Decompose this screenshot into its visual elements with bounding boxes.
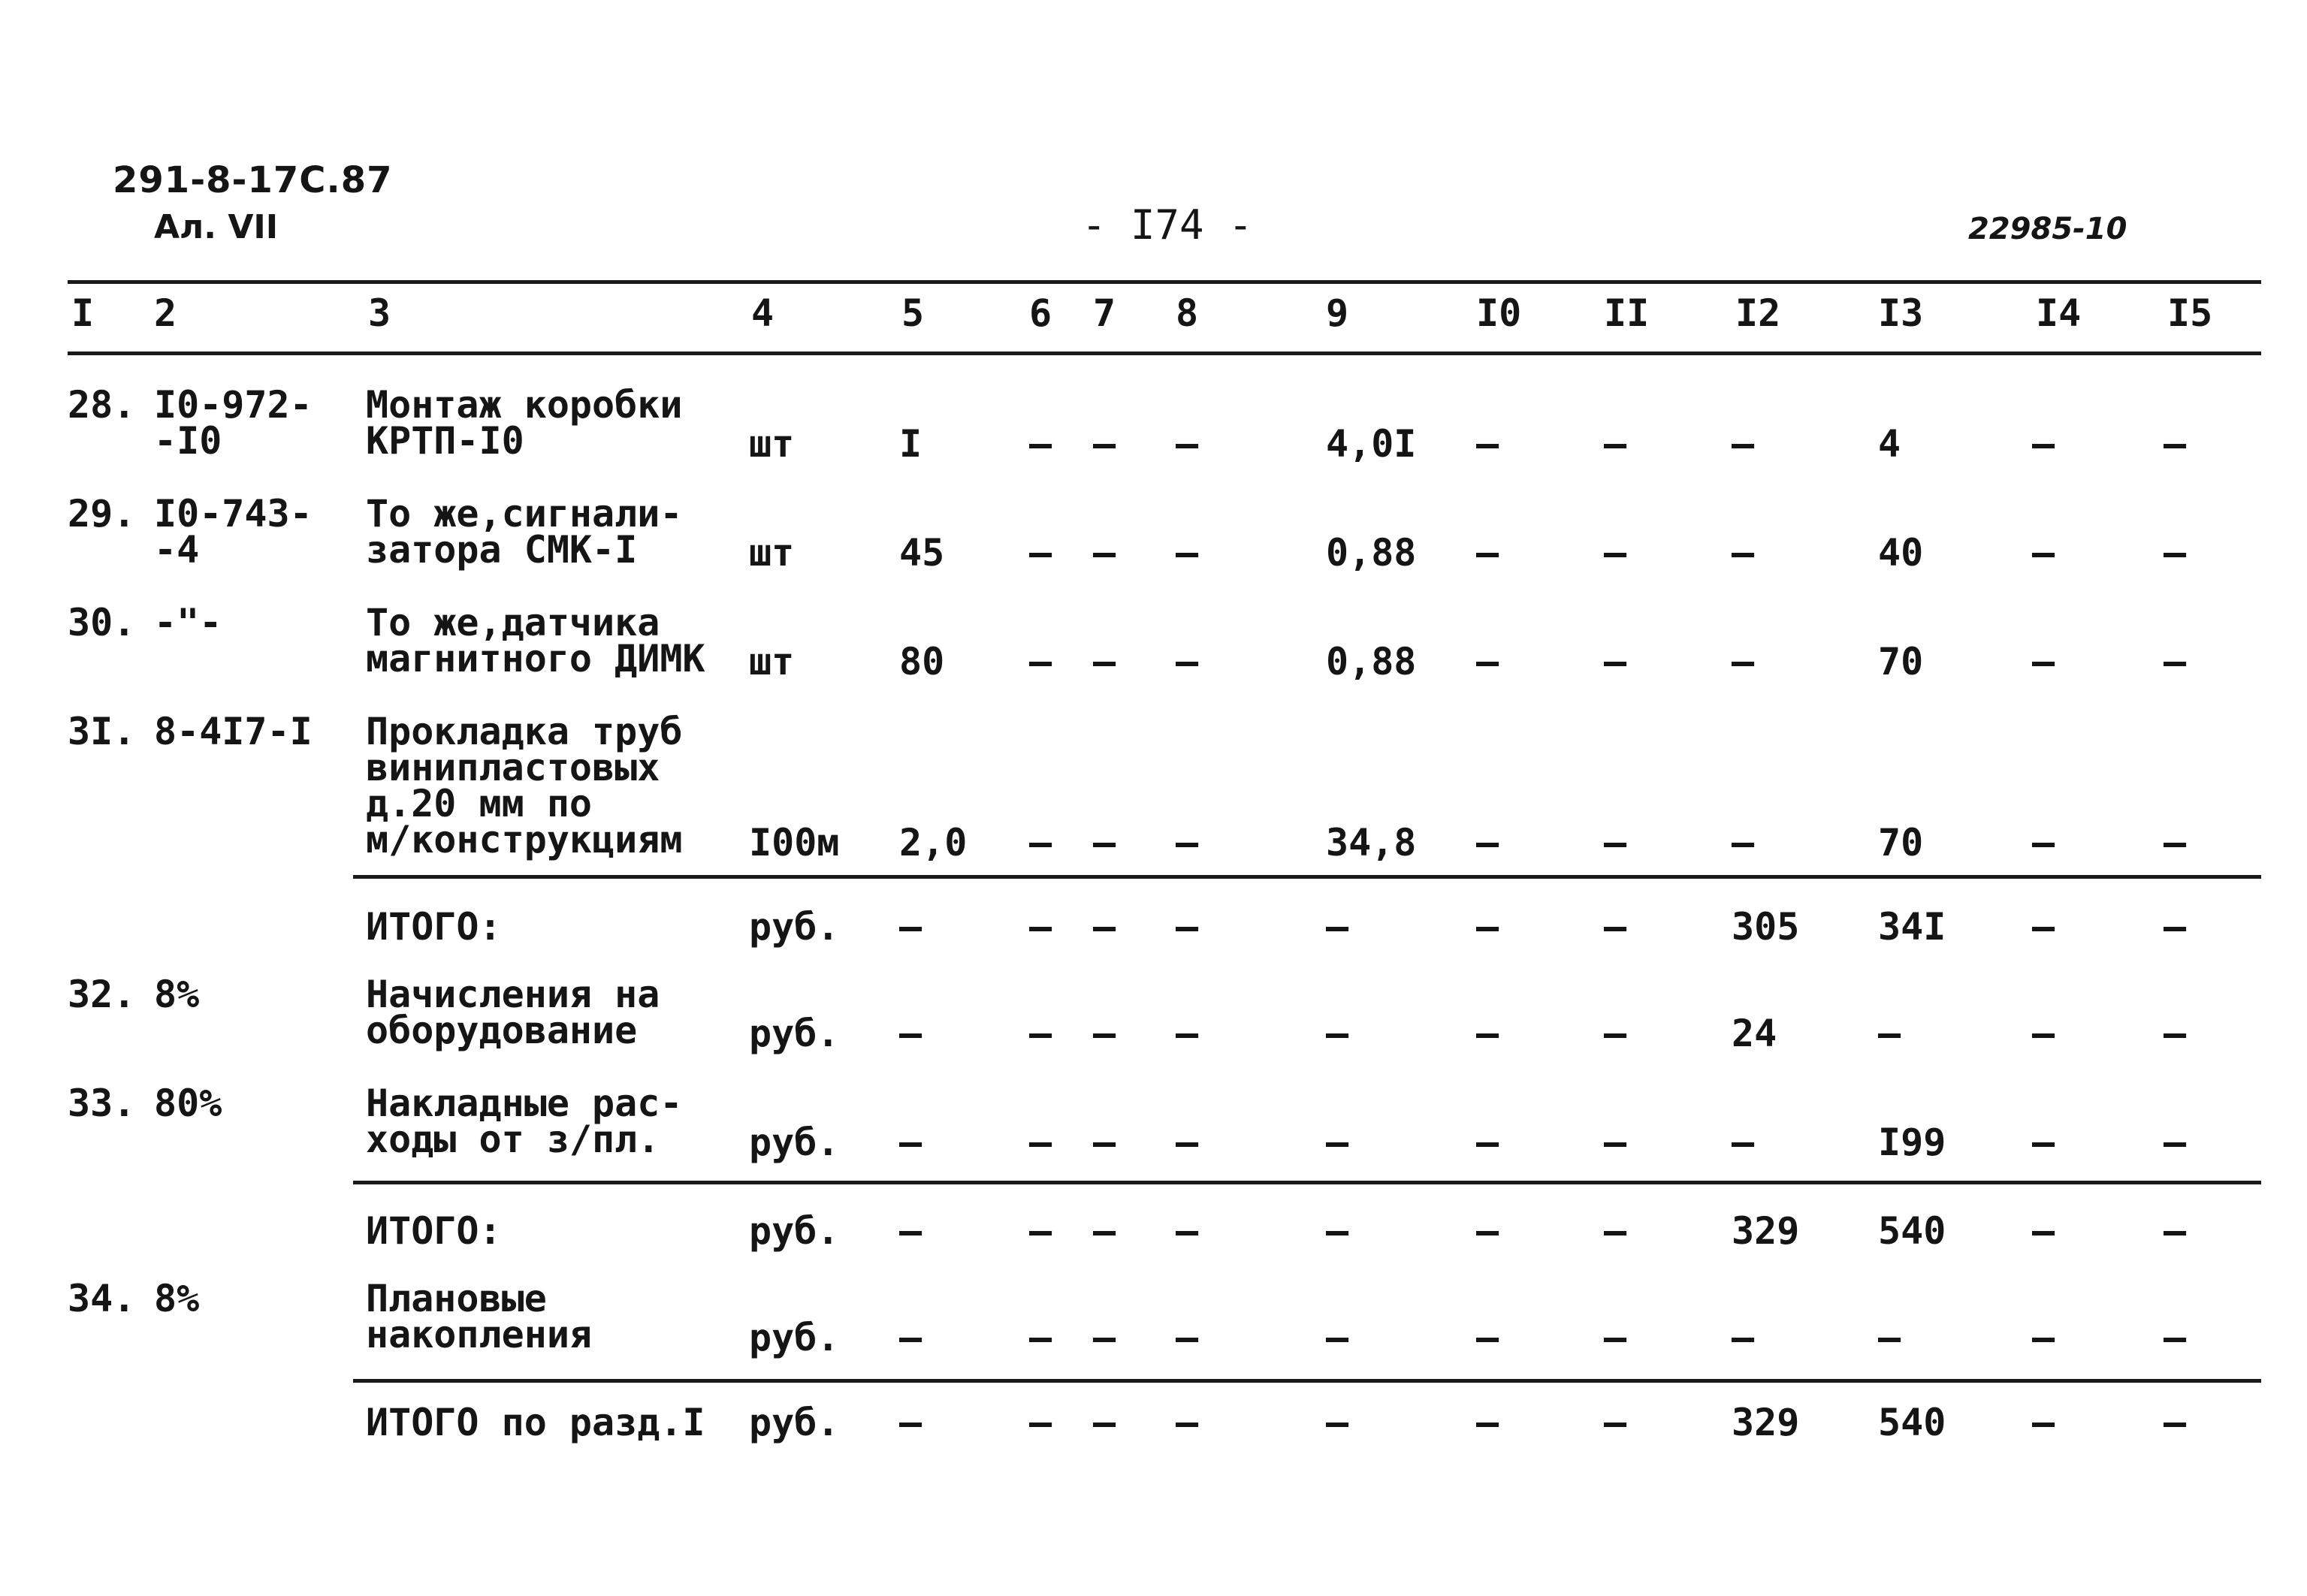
work-description: То же,датчика: [366, 601, 660, 644]
rate-code: I0-972-: [154, 383, 313, 427]
value-cell-c15: –: [2164, 531, 2187, 575]
value-cell-c14: –: [2032, 821, 2055, 864]
value-cell-c15: –: [2164, 905, 2187, 949]
work-description: накопления: [366, 1313, 593, 1356]
table-top-rule: [68, 280, 2261, 284]
value-cell-c10: –: [1476, 422, 1499, 466]
value-cell-c13: –: [1878, 1316, 1901, 1359]
value-cell-c10: –: [1476, 905, 1499, 949]
value-cell-c13: I99: [1878, 1121, 1946, 1164]
work-description: магнитного ДИМК: [366, 637, 705, 680]
work-description: Прокладка труб: [366, 710, 683, 753]
column-number: I4: [2036, 291, 2082, 335]
value-cell-c15: –: [2164, 1012, 2187, 1055]
value-cell-c15: –: [2164, 1401, 2187, 1444]
subtotal-rule-2: [353, 1181, 2261, 1184]
value-cell-c14: –: [2032, 640, 2055, 683]
value-cell-c10: –: [1476, 1401, 1499, 1444]
work-description: м/конструкциям: [366, 818, 683, 861]
unit-cell: руб.: [749, 1316, 840, 1359]
column-number: I0: [1476, 291, 1522, 335]
value-cell-c10: –: [1476, 1121, 1499, 1164]
value-cell-c14: –: [2032, 422, 2055, 466]
value-cell-c14: –: [2032, 1209, 2055, 1253]
unit-cell: шт: [749, 640, 795, 683]
value-cell-c9: –: [1326, 1401, 1349, 1444]
value-cell-c11: –: [1604, 531, 1627, 575]
value-cell-c8: –: [1176, 531, 1199, 575]
value-cell-c15: –: [2164, 1316, 2187, 1359]
value-cell-c14: –: [2032, 1121, 2055, 1164]
value-cell-c15: –: [2164, 1209, 2187, 1253]
row-number: 28.: [68, 383, 136, 427]
sheet-label: Ал. VII: [154, 208, 279, 246]
value-cell-c7: –: [1093, 422, 1116, 466]
column-number-header: [0, 291, 2307, 339]
value-cell-c10: –: [1476, 1012, 1499, 1055]
value-cell-c8: –: [1176, 1401, 1199, 1444]
value-cell-c13: 540: [1878, 1209, 1946, 1253]
value-cell-c14: –: [2032, 531, 2055, 575]
rate-code: -4: [154, 528, 200, 572]
work-description: ходы от з/пл.: [366, 1118, 660, 1161]
value-cell-c14: –: [2032, 905, 2055, 949]
value-cell-c6: –: [1029, 422, 1052, 466]
rate-code: -I0: [154, 419, 222, 463]
inventory-stamp: 22985-10: [1968, 212, 2127, 246]
value-cell-c14: –: [2032, 1012, 2055, 1055]
value-cell-c12: 24: [1732, 1012, 1777, 1055]
value-cell-c11: –: [1604, 640, 1627, 683]
unit-cell: руб.: [749, 1401, 840, 1444]
rate-code: 8%: [154, 973, 200, 1016]
value-cell-c9: 0,88: [1326, 531, 1417, 575]
unit-cell: руб.: [749, 1012, 840, 1055]
value-cell-c14: –: [2032, 1401, 2055, 1444]
row-number: 34.: [68, 1277, 136, 1320]
value-cell-c5: –: [899, 1401, 922, 1444]
value-cell-c11: –: [1604, 905, 1627, 949]
value-cell-c11: –: [1604, 422, 1627, 466]
value-cell-c12: 329: [1732, 1209, 1800, 1253]
work-description: Начисления на: [366, 973, 660, 1016]
value-cell-c6: –: [1029, 1209, 1052, 1253]
column-number: I3: [1878, 291, 1924, 335]
value-cell-c11: –: [1604, 821, 1627, 864]
column-number: 9: [1326, 291, 1349, 335]
column-number: I: [71, 291, 95, 335]
value-cell-c6: –: [1029, 640, 1052, 683]
value-cell-c6: –: [1029, 531, 1052, 575]
value-cell-c7: –: [1093, 1121, 1116, 1164]
work-description: Накладные рас-: [366, 1082, 683, 1125]
value-cell-c8: –: [1176, 640, 1199, 683]
column-number: 2: [154, 291, 177, 335]
value-cell-c6: –: [1029, 905, 1052, 949]
value-cell-c7: –: [1093, 531, 1116, 575]
value-cell-c9: 0,88: [1326, 640, 1417, 683]
value-cell-c9: –: [1326, 1316, 1349, 1359]
value-cell-c12: –: [1732, 422, 1755, 466]
column-number: II: [1604, 291, 1650, 335]
row-number: 3I.: [68, 710, 136, 753]
unit-cell: руб.: [749, 905, 840, 949]
value-cell-c8: –: [1176, 1121, 1199, 1164]
value-cell-c5: –: [899, 1209, 922, 1253]
value-cell-c10: –: [1476, 1209, 1499, 1253]
work-description: ИТОГО по разд.I: [366, 1401, 705, 1444]
value-cell-c5: –: [899, 905, 922, 949]
value-cell-c5: –: [899, 1316, 922, 1359]
work-description: Монтаж коробки: [366, 383, 683, 427]
unit-cell: шт: [749, 422, 795, 466]
value-cell-c7: –: [1093, 1316, 1116, 1359]
value-cell-c9: –: [1326, 1209, 1349, 1253]
value-cell-c9: –: [1326, 1012, 1349, 1055]
value-cell-c8: –: [1176, 1012, 1199, 1055]
value-cell-c5: 45: [899, 531, 945, 575]
unit-cell: шт: [749, 531, 795, 575]
value-cell-c6: –: [1029, 1012, 1052, 1055]
value-cell-c15: –: [2164, 640, 2187, 683]
value-cell-c12: –: [1732, 1316, 1755, 1359]
rate-code: 8-4I7-I: [154, 710, 313, 753]
value-cell-c9: 4,0I: [1326, 422, 1417, 466]
value-cell-c11: –: [1604, 1121, 1627, 1164]
value-cell-c13: 4: [1878, 422, 1901, 466]
document-code: 291-8-17С.87: [113, 159, 393, 201]
page-number: - I74 -: [1082, 201, 1253, 249]
value-cell-c6: –: [1029, 1316, 1052, 1359]
work-description: оборудование: [366, 1009, 638, 1052]
column-number: I2: [1735, 291, 1781, 335]
unit-cell: I00м: [749, 821, 840, 864]
value-cell-c12: –: [1732, 640, 1755, 683]
value-cell-c6: –: [1029, 821, 1052, 864]
value-cell-c5: –: [899, 1121, 922, 1164]
value-cell-c9: 34,8: [1326, 821, 1417, 864]
value-cell-c6: –: [1029, 1401, 1052, 1444]
row-number: 30.: [68, 601, 136, 644]
value-cell-c15: –: [2164, 821, 2187, 864]
value-cell-c8: –: [1176, 905, 1199, 949]
subtotal-rule-1: [353, 875, 2261, 879]
value-cell-c12: –: [1732, 821, 1755, 864]
value-cell-c10: –: [1476, 640, 1499, 683]
value-cell-c5: I: [899, 422, 922, 466]
unit-cell: руб.: [749, 1209, 840, 1253]
value-cell-c8: –: [1176, 821, 1199, 864]
subtotal-rule-3: [353, 1379, 2261, 1383]
value-cell-c9: –: [1326, 1121, 1349, 1164]
value-cell-c11: –: [1604, 1316, 1627, 1359]
value-cell-c11: –: [1604, 1209, 1627, 1253]
value-cell-c7: –: [1093, 1401, 1116, 1444]
value-cell-c8: –: [1176, 1316, 1199, 1359]
rate-code: 80%: [154, 1082, 222, 1125]
work-description: Плановые: [366, 1277, 547, 1320]
value-cell-c9: –: [1326, 905, 1349, 949]
value-cell-c7: –: [1093, 1012, 1116, 1055]
work-description: КРТП-I0: [366, 419, 524, 463]
rate-code: 8%: [154, 1277, 200, 1320]
work-description: д.20 мм по: [366, 782, 593, 825]
value-cell-c12: 329: [1732, 1401, 1800, 1444]
unit-cell: руб.: [749, 1121, 840, 1164]
value-cell-c7: –: [1093, 640, 1116, 683]
row-number: 29.: [68, 492, 136, 536]
value-cell-c15: –: [2164, 1121, 2187, 1164]
column-number: 5: [901, 291, 925, 335]
rate-code: I0-743-: [154, 492, 313, 536]
column-number: 7: [1093, 291, 1116, 335]
value-cell-c10: –: [1476, 531, 1499, 575]
value-cell-c7: –: [1093, 821, 1116, 864]
value-cell-c14: –: [2032, 1316, 2055, 1359]
value-cell-c7: –: [1093, 1209, 1116, 1253]
value-cell-c8: –: [1176, 1209, 1199, 1253]
value-cell-c11: –: [1604, 1012, 1627, 1055]
value-cell-c13: 34I: [1878, 905, 1946, 949]
work-description: То же,сигнали-: [366, 492, 683, 536]
column-number: 8: [1176, 291, 1199, 335]
column-number: I5: [2167, 291, 2213, 335]
rate-code: -"-: [154, 601, 222, 644]
row-number: 32.: [68, 973, 136, 1016]
value-cell-c12: –: [1732, 1121, 1755, 1164]
value-cell-c13: 70: [1878, 640, 1924, 683]
work-description: затора СМК-I: [366, 528, 638, 572]
work-description: винипластовых: [366, 746, 660, 789]
value-cell-c5: –: [899, 1012, 922, 1055]
value-cell-c13: –: [1878, 1012, 1901, 1055]
work-description: ИТОГО:: [366, 1209, 502, 1253]
value-cell-c13: 40: [1878, 531, 1924, 575]
value-cell-c11: –: [1604, 1401, 1627, 1444]
value-cell-c6: –: [1029, 1121, 1052, 1164]
value-cell-c5: 80: [899, 640, 945, 683]
value-cell-c5: 2,0: [899, 821, 968, 864]
value-cell-c15: –: [2164, 422, 2187, 466]
value-cell-c12: 305: [1732, 905, 1800, 949]
header-bottom-rule: [68, 351, 2261, 355]
value-cell-c12: –: [1732, 531, 1755, 575]
column-number: 3: [368, 291, 391, 335]
value-cell-c7: –: [1093, 905, 1116, 949]
row-number: 33.: [68, 1082, 136, 1125]
column-number: 6: [1029, 291, 1052, 335]
value-cell-c13: 70: [1878, 821, 1924, 864]
work-description: ИТОГО:: [366, 905, 502, 949]
value-cell-c8: –: [1176, 422, 1199, 466]
value-cell-c10: –: [1476, 1316, 1499, 1359]
value-cell-c10: –: [1476, 821, 1499, 864]
value-cell-c13: 540: [1878, 1401, 1946, 1444]
column-number: 4: [751, 291, 775, 335]
